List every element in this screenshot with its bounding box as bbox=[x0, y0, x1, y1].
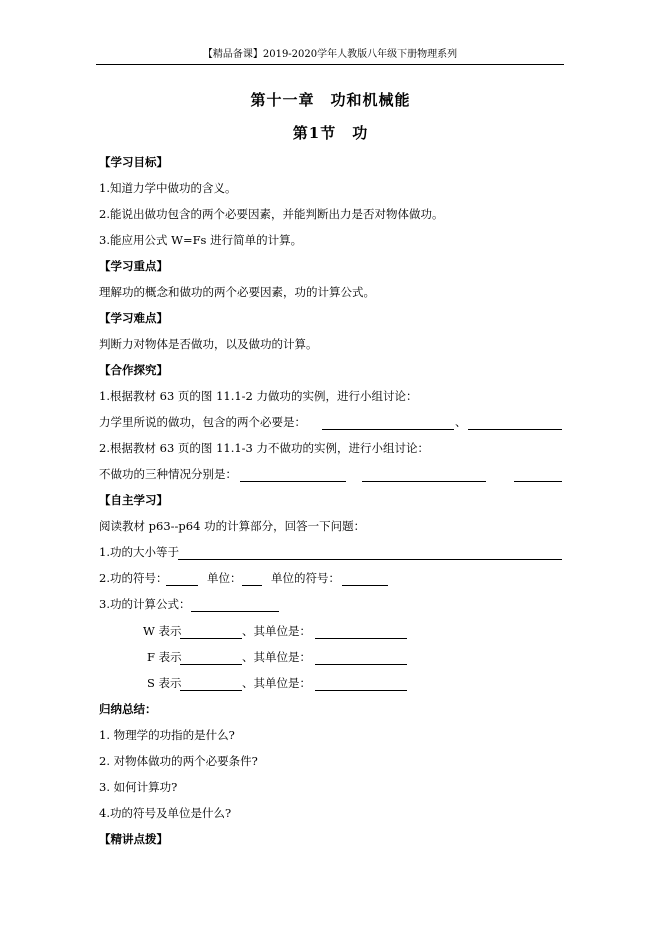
w-label: W 表示 bbox=[143, 624, 182, 638]
work-unit-symbol-blank[interactable] bbox=[342, 584, 388, 586]
summary-item-2: 2. 对物体做功的两个必要条件? bbox=[99, 754, 258, 768]
self-study-intro: 阅读教材 p63--p64 功的计算部分，回答一下问题： bbox=[99, 519, 366, 533]
f-label: F 表示 bbox=[147, 650, 182, 664]
self-study-q1: 1.功的大小等于 bbox=[99, 545, 179, 559]
section-title: 第1节 功 bbox=[292, 124, 369, 142]
goal-item-3: 3.能应用公式 W=Fs 进行简单的计算。 bbox=[99, 233, 303, 247]
cooperation-q2: 2.根据教材 63 页的图 11.1-3 力不做功的实例，进行小组讨论： bbox=[99, 441, 430, 455]
self-study-q3: 3.功的计算公式： bbox=[99, 597, 191, 611]
q2-answer-blank-1[interactable] bbox=[240, 480, 346, 482]
key-points-heading: 【学习重点】 bbox=[99, 259, 168, 273]
summary-heading: 归纳总结： bbox=[99, 702, 157, 716]
self-study-q2-symbol: 2.功的符号： bbox=[99, 571, 168, 585]
w-meaning-blank[interactable] bbox=[180, 637, 242, 639]
formula-blank[interactable] bbox=[191, 610, 279, 612]
s-unit-label: 、其单位是： bbox=[242, 676, 311, 690]
key-points-text: 理解功的概念和做功的两个必要因素，功的计算公式。 bbox=[99, 285, 375, 299]
self-study-heading: 【自主学习】 bbox=[99, 493, 168, 507]
w-unit-blank[interactable] bbox=[315, 637, 407, 639]
work-symbol-blank[interactable] bbox=[166, 584, 198, 586]
goals-heading: 【学习目标】 bbox=[99, 155, 168, 169]
goal-item-2: 2.能说出做功包含的两个必要因素，并能判断出力是否对物体做功。 bbox=[99, 207, 444, 221]
difficulties-text: 判断力对物体是否做功，以及做功的计算。 bbox=[99, 337, 318, 351]
f-meaning-blank[interactable] bbox=[180, 663, 242, 665]
work-unit-blank[interactable] bbox=[242, 584, 262, 586]
chapter-title: 第十一章 功和机械能 bbox=[250, 91, 411, 109]
q2-answer-blank-2[interactable] bbox=[362, 480, 486, 482]
f-unit-blank[interactable] bbox=[315, 663, 407, 665]
w-unit-label: 、其单位是： bbox=[242, 624, 311, 638]
q1-answer-blank-2[interactable] bbox=[468, 428, 562, 430]
difficulties-heading: 【学习难点】 bbox=[99, 311, 168, 325]
q1-separator: 、 bbox=[455, 415, 467, 429]
self-study-q2-unit-symbol: 单位的符号： bbox=[271, 571, 340, 585]
explain-heading: 【精讲点拨】 bbox=[99, 832, 168, 846]
summary-item-4: 4.功的符号及单位是什么? bbox=[99, 806, 232, 820]
summary-item-3: 3. 如何计算功? bbox=[99, 780, 178, 794]
s-label: S 表示 bbox=[147, 676, 182, 690]
cooperation-q1-fill-label: 力学里所说的做功，包含的两个必要是： bbox=[99, 415, 306, 429]
q2-answer-blank-3[interactable] bbox=[514, 480, 562, 482]
goal-item-1: 1.知道力学中做功的含义。 bbox=[99, 181, 237, 195]
work-size-blank[interactable] bbox=[178, 558, 562, 560]
s-unit-blank[interactable] bbox=[315, 689, 407, 691]
s-meaning-blank[interactable] bbox=[180, 689, 242, 691]
f-unit-label: 、其单位是： bbox=[242, 650, 311, 664]
cooperation-q2-fill-label: 不做功的三种情况分别是： bbox=[99, 467, 237, 481]
cooperation-heading: 【合作探究】 bbox=[99, 363, 168, 377]
page-header: 【精品备课】2019-2020学年人教版八年级下册物理系列 bbox=[96, 48, 564, 65]
cooperation-q1: 1.根据教材 63 页的图 11.1-2 力做功的实例，进行小组讨论： bbox=[99, 389, 418, 403]
q1-answer-blank-1[interactable] bbox=[322, 428, 454, 430]
self-study-q2-unit: 单位： bbox=[207, 571, 242, 585]
summary-item-1: 1. 物理学的功指的是什么? bbox=[99, 728, 235, 742]
